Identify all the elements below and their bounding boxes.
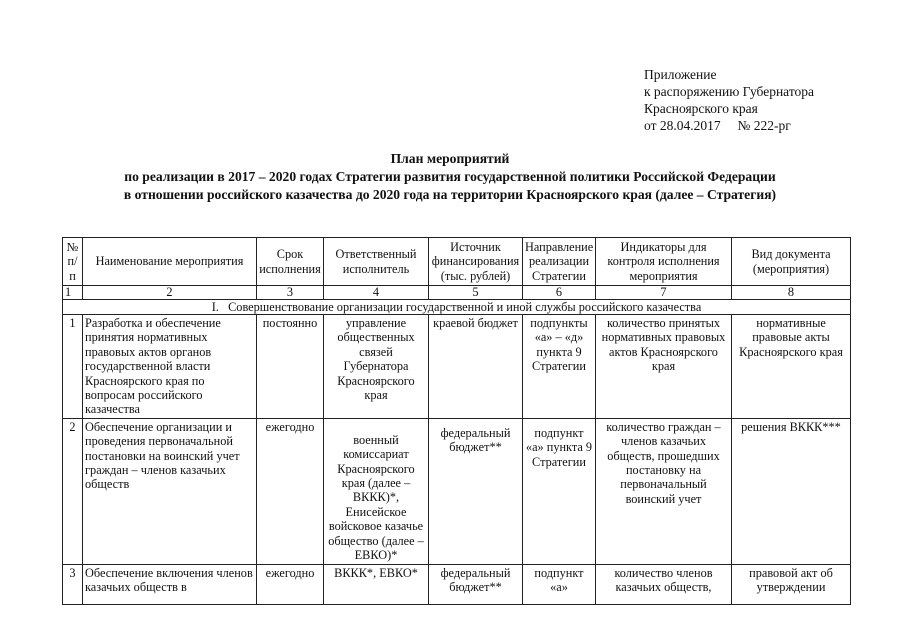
- row-num: 2: [63, 418, 83, 564]
- header-direction: Направление реализации Стратегии: [523, 238, 596, 286]
- appendix-line-3: Красноярского края: [644, 101, 758, 116]
- section-heading-row: [63, 300, 851, 315]
- header-name: Наименование мероприятия: [83, 238, 257, 286]
- table-row: [63, 564, 851, 604]
- appendix-block: [644, 66, 814, 134]
- row-term: ежегодно: [257, 418, 324, 564]
- row-num: 3: [63, 564, 83, 604]
- row-term: постоянно: [257, 315, 324, 419]
- column-number-row: [63, 286, 851, 300]
- row-indicator: количество членов казачьих обществ,: [596, 564, 732, 604]
- appendix-line-2: к распоряжению Губернатора: [644, 84, 815, 99]
- row-direction: подпункт «а» пункта 9 Стратегии: [523, 418, 596, 564]
- row-term: ежегодно: [257, 564, 324, 604]
- row-doc: правовой акт об утверждении: [732, 564, 851, 604]
- column-number: 4: [324, 286, 429, 300]
- row-executor: управление общественных связей Губернатора Красноярского края: [324, 315, 429, 419]
- title-line-3: в отношении российского казачества до 2020 года на территории Красноярского края (далее – Стратегия): [123, 187, 777, 202]
- row-indicator: количество граждан – членов казачьих обществ, прошедших постановку на первоначальный воинский учет: [596, 418, 732, 564]
- plan-table: [62, 237, 851, 605]
- row-num: 1: [63, 315, 83, 419]
- header-executor: Ответственный исполнитель: [324, 238, 429, 286]
- header-indicator: Индикаторы для контроля исполнения мероприятия: [596, 238, 732, 286]
- header-num: № п/п: [63, 238, 83, 286]
- column-number: 5: [429, 286, 523, 300]
- row-source: краевой бюджет: [429, 315, 523, 419]
- row-doc: нормативные правовые акты Красноярского края: [732, 315, 851, 419]
- row-direction: подпункт «а»: [523, 564, 596, 604]
- row-source: федеральный бюджет**: [429, 418, 523, 564]
- column-number: 7: [596, 286, 732, 300]
- row-source: федеральный бюджет**: [429, 564, 523, 604]
- document-title: [80, 150, 820, 204]
- section-heading: I. Совершенствование организации государственной и иной службы российского казачества: [63, 300, 851, 315]
- header-source: Источник финансирования (тыс. рублей): [429, 238, 523, 286]
- table-row: [63, 315, 851, 419]
- column-number: 2: [83, 286, 257, 300]
- appendix-line-4: от 28.04.2017 № 222-рг: [644, 118, 791, 133]
- row-direction: подпункты «а» – «д» пункта 9 Стратегии: [523, 315, 596, 419]
- table-row: [63, 418, 851, 564]
- row-indicator: количество принятых нормативных правовых актов Красноярского края: [596, 315, 732, 419]
- row-doc: решения ВККК***: [732, 418, 851, 564]
- header-doc: Вид документа (мероприятия): [732, 238, 851, 286]
- title-line-2: по реализации в 2017 – 2020 годах Стратегии развития государственной политики Российской Федерации: [124, 169, 776, 184]
- column-number: 8: [732, 286, 851, 300]
- row-executor: ВККК*, ЕВКО*: [324, 564, 429, 604]
- appendix-line-1: Приложение: [644, 67, 717, 82]
- row-executor: военный комиссариат Красноярского края (далее – ВККК)*, Енисейское войсковое казачье общество (далее – ЕВКО)*: [324, 418, 429, 564]
- row-name: Обеспечение организации и проведения первоначальной постановки на воинский учет граждан – членов казачьих обществ: [83, 418, 257, 564]
- title-line-1: План мероприятий: [390, 151, 510, 166]
- column-number: 6: [523, 286, 596, 300]
- column-number: 3: [257, 286, 324, 300]
- row-name: Обеспечение включения членов казачьих обществ в: [83, 564, 257, 604]
- table-header-row: [63, 238, 851, 286]
- header-term: Срок исполнения: [257, 238, 324, 286]
- column-number: 1: [63, 286, 83, 300]
- row-name: Разработка и обеспечение принятия нормативных правовых актов органов государственной власти Красноярского края по вопросам российского казачества: [83, 315, 257, 419]
